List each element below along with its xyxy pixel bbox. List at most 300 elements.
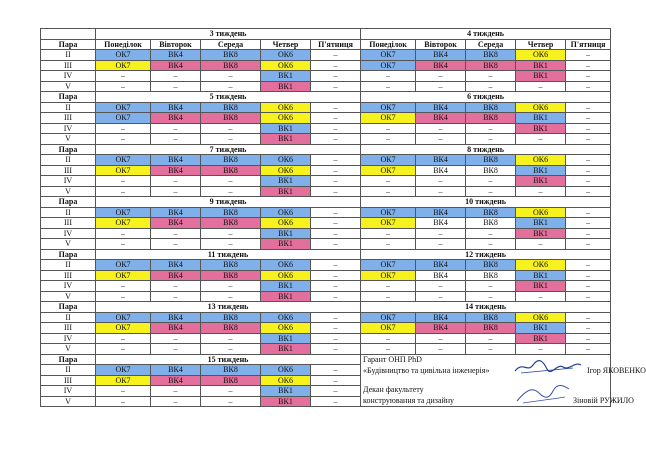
week-title: 13 тиждень	[96, 302, 361, 313]
lesson-cell: ВК8	[466, 323, 516, 334]
lesson-cell: ВК1	[516, 270, 566, 281]
lesson-cell: –	[96, 123, 151, 134]
lesson-cell: ОК6	[261, 102, 311, 113]
lesson-cell: –	[311, 375, 361, 386]
lesson-cell: ВК4	[151, 207, 201, 218]
lesson-cell: –	[516, 239, 566, 250]
lesson-cell: –	[466, 239, 516, 250]
pair-number: III	[41, 375, 96, 386]
lesson-cell: –	[201, 344, 261, 355]
lesson-cell: –	[466, 81, 516, 92]
lesson-cell: –	[311, 396, 361, 407]
lesson-cell: –	[516, 134, 566, 145]
lesson-cell: ВК8	[466, 260, 516, 271]
lesson-cell: ОК6	[516, 260, 566, 271]
para-header: Пара	[41, 39, 96, 50]
pair-number: V	[41, 396, 96, 407]
lesson-cell: ОК7	[96, 270, 151, 281]
lesson-cell: ВК4	[416, 102, 466, 113]
lesson-cell: ОК7	[96, 165, 151, 176]
lesson-cell: –	[201, 228, 261, 239]
lesson-cell: ВК1	[516, 71, 566, 82]
lesson-cell: –	[311, 239, 361, 250]
pair-number: II	[41, 312, 96, 323]
pair-number: II	[41, 365, 96, 376]
lesson-cell: –	[311, 165, 361, 176]
week-title: 6 тиждень	[361, 92, 611, 103]
signature-1-icon	[513, 359, 583, 375]
lesson-cell: ВК1	[516, 333, 566, 344]
lesson-cell: ВК1	[516, 113, 566, 124]
lesson-cell: –	[96, 186, 151, 197]
lesson-cell: –	[201, 71, 261, 82]
pair-number: II	[41, 260, 96, 271]
lesson-cell: –	[311, 123, 361, 134]
pair-number: IV	[41, 386, 96, 397]
dean-label: Декан факультету	[363, 384, 424, 394]
lesson-cell: –	[566, 176, 611, 187]
lesson-cell: –	[311, 155, 361, 166]
pair-number: IV	[41, 333, 96, 344]
lesson-cell: –	[96, 228, 151, 239]
lesson-cell: ВК1	[516, 218, 566, 229]
lesson-cell: ВК4	[416, 113, 466, 124]
lesson-cell: –	[361, 333, 416, 344]
lesson-cell: ВК1	[261, 281, 311, 292]
week-title: 12 тиждень	[361, 249, 611, 260]
lesson-cell: –	[466, 134, 516, 145]
lesson-cell: ВК1	[516, 323, 566, 334]
lesson-cell: ВК4	[151, 102, 201, 113]
lesson-cell: ОК7	[361, 218, 416, 229]
lesson-cell: –	[416, 123, 466, 134]
lesson-cell: –	[201, 281, 261, 292]
lesson-cell: ОК7	[361, 50, 416, 61]
lesson-cell: –	[151, 386, 201, 397]
signature-2-icon	[513, 383, 573, 405]
lesson-cell: ВК4	[416, 260, 466, 271]
lesson-cell: –	[311, 365, 361, 376]
lesson-cell: ВК8	[201, 375, 261, 386]
lesson-cell: ОК7	[361, 165, 416, 176]
lesson-cell: ВК1	[261, 71, 311, 82]
lesson-cell: ВК8	[466, 207, 516, 218]
lesson-cell: ВК1	[261, 396, 311, 407]
lesson-cell: ВК4	[151, 323, 201, 334]
lesson-cell: ВК1	[261, 333, 311, 344]
lesson-cell: –	[566, 102, 611, 113]
lesson-cell: ОК6	[261, 260, 311, 271]
pair-number: V	[41, 344, 96, 355]
para-header: Пара	[41, 144, 96, 155]
lesson-cell: –	[566, 60, 611, 71]
lesson-cell: –	[361, 71, 416, 82]
lesson-cell: –	[361, 281, 416, 292]
lesson-cell: –	[566, 218, 611, 229]
lesson-cell: ВК4	[416, 50, 466, 61]
lesson-cell: –	[311, 386, 361, 397]
lesson-cell: ВК1	[516, 281, 566, 292]
lesson-cell: ОК7	[361, 102, 416, 113]
lesson-cell: ОК6	[261, 207, 311, 218]
lesson-cell: –	[466, 123, 516, 134]
day-header: Четвер	[261, 39, 311, 50]
lesson-cell: ВК4	[416, 323, 466, 334]
lesson-cell: ВК8	[201, 102, 261, 113]
lesson-cell: ОК6	[516, 155, 566, 166]
lesson-cell: –	[566, 312, 611, 323]
lesson-cell: ВК4	[151, 312, 201, 323]
lesson-cell: ВК4	[416, 60, 466, 71]
lesson-cell: –	[311, 50, 361, 61]
lesson-cell: –	[96, 81, 151, 92]
lesson-cell: –	[311, 176, 361, 187]
lesson-cell: ВК8	[201, 155, 261, 166]
day-header: Вівторок	[151, 39, 201, 50]
lesson-cell: –	[566, 333, 611, 344]
para-header: Пара	[41, 92, 96, 103]
lesson-cell: –	[311, 186, 361, 197]
lesson-cell: ВК8	[201, 260, 261, 271]
schedule-table	[40, 28, 646, 407]
pair-number: V	[41, 81, 96, 92]
lesson-cell: ОК6	[261, 155, 311, 166]
pair-number: III	[41, 113, 96, 124]
lesson-cell: ОК7	[96, 207, 151, 218]
lesson-cell: –	[566, 281, 611, 292]
lesson-cell: ВК8	[466, 270, 516, 281]
lesson-cell: ВК8	[201, 323, 261, 334]
lesson-cell: –	[201, 123, 261, 134]
lesson-cell: –	[96, 333, 151, 344]
program-label: «Будівництво та цивільна інженерія»	[363, 365, 490, 375]
para-header: Пара	[41, 354, 96, 365]
lesson-cell: ОК6	[261, 323, 311, 334]
lesson-cell: ОК7	[96, 155, 151, 166]
lesson-cell: –	[516, 186, 566, 197]
week-title: 9 тиждень	[96, 197, 361, 208]
lesson-cell: ОК6	[261, 50, 311, 61]
lesson-cell: –	[311, 60, 361, 71]
lesson-cell: –	[96, 71, 151, 82]
lesson-cell: ОК7	[96, 102, 151, 113]
guarantor-name: Ігор ЯКОВЕНКО	[587, 365, 646, 375]
lesson-cell: ОК7	[361, 260, 416, 271]
lesson-cell: –	[96, 176, 151, 187]
lesson-cell: –	[466, 176, 516, 187]
lesson-cell: –	[311, 218, 361, 229]
lesson-cell: –	[201, 333, 261, 344]
lesson-cell: –	[151, 396, 201, 407]
faculty-label: конструювання та дизайну	[363, 395, 455, 405]
lesson-cell: ОК6	[261, 165, 311, 176]
lesson-cell: ВК8	[201, 218, 261, 229]
day-header: Понеділок	[361, 39, 416, 50]
lesson-cell: ВК4	[151, 260, 201, 271]
lesson-cell: ВК1	[261, 176, 311, 187]
lesson-cell: –	[361, 239, 416, 250]
lesson-cell: –	[311, 270, 361, 281]
lesson-cell: –	[311, 281, 361, 292]
pair-number: III	[41, 165, 96, 176]
lesson-cell: –	[201, 386, 261, 397]
pair-number: IV	[41, 176, 96, 187]
week-title: 11 тиждень	[96, 249, 361, 260]
lesson-cell: ВК4	[151, 50, 201, 61]
lesson-cell: ВК1	[261, 81, 311, 92]
day-header: Вівторок	[416, 39, 466, 50]
pair-number: IV	[41, 281, 96, 292]
lesson-cell: –	[201, 176, 261, 187]
signature-block	[361, 354, 646, 407]
lesson-cell: –	[416, 134, 466, 145]
lesson-cell: ВК8	[201, 207, 261, 218]
lesson-cell: ВК4	[151, 270, 201, 281]
lesson-cell: –	[201, 239, 261, 250]
corner-cell	[41, 29, 96, 40]
lesson-cell: –	[151, 71, 201, 82]
dean-name: Зіновій РУЖИЛО	[573, 395, 634, 405]
pair-number: V	[41, 291, 96, 302]
lesson-cell: ВК4	[151, 165, 201, 176]
lesson-cell: ОК6	[516, 50, 566, 61]
lesson-cell: ВК4	[416, 207, 466, 218]
pair-number: III	[41, 218, 96, 229]
lesson-cell: ВК4	[416, 218, 466, 229]
lesson-cell: –	[566, 239, 611, 250]
lesson-cell: –	[466, 333, 516, 344]
lesson-cell: ОК6	[261, 312, 311, 323]
lesson-cell: –	[311, 207, 361, 218]
lesson-cell: –	[201, 396, 261, 407]
lesson-cell: –	[96, 281, 151, 292]
lesson-cell: –	[416, 291, 466, 302]
lesson-cell: ВК1	[261, 134, 311, 145]
lesson-cell: ВК4	[416, 270, 466, 281]
lesson-cell: ВК1	[516, 228, 566, 239]
lesson-cell: –	[566, 186, 611, 197]
lesson-cell: ВК1	[261, 186, 311, 197]
day-header: Четвер	[516, 39, 566, 50]
day-header: Середа	[466, 39, 516, 50]
lesson-cell: –	[151, 176, 201, 187]
lesson-cell: ВК1	[261, 123, 311, 134]
lesson-cell: –	[361, 123, 416, 134]
lesson-cell: –	[566, 323, 611, 334]
day-header: П'ятниця	[566, 39, 611, 50]
lesson-cell: –	[361, 176, 416, 187]
lesson-cell: –	[566, 260, 611, 271]
lesson-cell: –	[466, 228, 516, 239]
pair-number: IV	[41, 228, 96, 239]
lesson-cell: –	[566, 207, 611, 218]
lesson-cell: –	[566, 81, 611, 92]
lesson-cell: –	[151, 291, 201, 302]
pair-number: IV	[41, 71, 96, 82]
pair-number: II	[41, 50, 96, 61]
para-header: Пара	[41, 302, 96, 313]
week-title: 8 тиждень	[361, 144, 611, 155]
lesson-cell: –	[566, 123, 611, 134]
lesson-cell: ВК8	[466, 312, 516, 323]
lesson-cell: –	[311, 71, 361, 82]
lesson-cell: –	[361, 344, 416, 355]
lesson-cell: ОК7	[96, 323, 151, 334]
lesson-cell: ВК4	[416, 155, 466, 166]
lesson-cell: ОК7	[96, 375, 151, 386]
lesson-cell: –	[566, 50, 611, 61]
lesson-cell: –	[466, 186, 516, 197]
schedule-sheet	[40, 28, 646, 407]
lesson-cell: ОК6	[516, 207, 566, 218]
lesson-cell: ВК8	[201, 60, 261, 71]
lesson-cell: ОК6	[516, 102, 566, 113]
lesson-cell: –	[201, 81, 261, 92]
lesson-cell: –	[566, 165, 611, 176]
lesson-cell: ОК7	[361, 207, 416, 218]
lesson-cell: –	[96, 291, 151, 302]
lesson-cell: –	[96, 386, 151, 397]
lesson-cell: –	[151, 239, 201, 250]
day-header: П'ятниця	[311, 39, 361, 50]
week-title: 14 тиждень	[361, 302, 611, 313]
lesson-cell: ВК8	[466, 60, 516, 71]
lesson-cell: –	[311, 102, 361, 113]
lesson-cell: ОК6	[261, 218, 311, 229]
lesson-cell: ОК7	[96, 218, 151, 229]
lesson-cell: –	[311, 260, 361, 271]
lesson-cell: ВК8	[466, 218, 516, 229]
lesson-cell: –	[566, 228, 611, 239]
week-title: 5 тиждень	[96, 92, 361, 103]
lesson-cell: –	[151, 228, 201, 239]
day-header: Понеділок	[96, 39, 151, 50]
lesson-cell: –	[151, 123, 201, 134]
lesson-cell: ВК8	[201, 50, 261, 61]
pair-number: II	[41, 155, 96, 166]
week-title: 15 тиждень	[96, 354, 361, 365]
lesson-cell: ОК7	[96, 113, 151, 124]
lesson-cell: ОК7	[361, 312, 416, 323]
pair-number: V	[41, 186, 96, 197]
lesson-cell: –	[416, 281, 466, 292]
lesson-cell: ОК7	[361, 113, 416, 124]
lesson-cell: –	[416, 344, 466, 355]
lesson-cell: ВК4	[416, 165, 466, 176]
lesson-cell: –	[201, 134, 261, 145]
lesson-cell: –	[566, 291, 611, 302]
week-title: 7 тиждень	[96, 144, 361, 155]
lesson-cell: ВК8	[466, 155, 516, 166]
lesson-cell: ВК8	[201, 270, 261, 281]
lesson-cell: –	[96, 396, 151, 407]
guarantor-label: Гарант ОНП PhD	[363, 354, 422, 364]
lesson-cell: ВК1	[261, 228, 311, 239]
lesson-cell: ВК4	[151, 218, 201, 229]
lesson-cell: –	[516, 291, 566, 302]
lesson-cell: –	[311, 81, 361, 92]
lesson-cell: –	[466, 291, 516, 302]
lesson-cell: ВК1	[516, 60, 566, 71]
lesson-cell: –	[151, 81, 201, 92]
para-header: Пара	[41, 197, 96, 208]
lesson-cell: –	[566, 155, 611, 166]
lesson-cell: –	[466, 71, 516, 82]
lesson-cell: –	[311, 312, 361, 323]
lesson-cell: ОК7	[361, 323, 416, 334]
signature-area	[363, 355, 645, 413]
lesson-cell: ВК8	[466, 113, 516, 124]
lesson-cell: –	[96, 134, 151, 145]
lesson-cell: –	[361, 134, 416, 145]
lesson-cell: ВК8	[201, 365, 261, 376]
lesson-cell: –	[201, 291, 261, 302]
lesson-cell: ВК8	[466, 50, 516, 61]
lesson-cell: –	[466, 344, 516, 355]
lesson-cell: ВК4	[151, 365, 201, 376]
pair-number: III	[41, 323, 96, 334]
lesson-cell: –	[311, 291, 361, 302]
lesson-cell: ВК1	[261, 239, 311, 250]
lesson-cell: –	[566, 344, 611, 355]
pair-number: V	[41, 134, 96, 145]
lesson-cell: –	[516, 344, 566, 355]
lesson-cell: ОК7	[361, 60, 416, 71]
lesson-cell: –	[151, 134, 201, 145]
lesson-cell: ВК4	[151, 375, 201, 386]
lesson-cell: ОК7	[361, 270, 416, 281]
para-header: Пара	[41, 249, 96, 260]
lesson-cell: –	[311, 228, 361, 239]
lesson-cell: –	[151, 333, 201, 344]
lesson-cell: ВК1	[516, 165, 566, 176]
lesson-cell: –	[566, 113, 611, 124]
lesson-cell: ОК6	[261, 375, 311, 386]
lesson-cell: –	[566, 134, 611, 145]
pair-number: II	[41, 102, 96, 113]
lesson-cell: ОК7	[96, 312, 151, 323]
lesson-cell: ВК8	[466, 165, 516, 176]
lesson-cell: –	[516, 81, 566, 92]
lesson-cell: ВК4	[151, 60, 201, 71]
lesson-cell: –	[361, 81, 416, 92]
lesson-cell: –	[201, 186, 261, 197]
lesson-cell: ВК8	[201, 165, 261, 176]
lesson-cell: –	[361, 291, 416, 302]
lesson-cell: ОК7	[96, 50, 151, 61]
lesson-cell: –	[416, 176, 466, 187]
lesson-cell: –	[96, 344, 151, 355]
lesson-cell: ВК4	[416, 312, 466, 323]
pair-number: III	[41, 60, 96, 71]
week-title: 10 тиждень	[361, 197, 611, 208]
lesson-cell: ОК6	[261, 365, 311, 376]
lesson-cell: –	[416, 333, 466, 344]
lesson-cell: –	[311, 113, 361, 124]
lesson-cell: ВК1	[261, 386, 311, 397]
lesson-cell: ВК1	[261, 344, 311, 355]
lesson-cell: –	[311, 323, 361, 334]
lesson-cell: ОК7	[96, 365, 151, 376]
lesson-cell: ОК7	[361, 155, 416, 166]
lesson-cell: –	[416, 81, 466, 92]
lesson-cell: ВК4	[151, 155, 201, 166]
pair-number: III	[41, 270, 96, 281]
week-title: 4 тиждень	[361, 29, 611, 40]
lesson-cell: –	[151, 186, 201, 197]
lesson-cell: –	[416, 239, 466, 250]
lesson-cell: ВК8	[201, 312, 261, 323]
